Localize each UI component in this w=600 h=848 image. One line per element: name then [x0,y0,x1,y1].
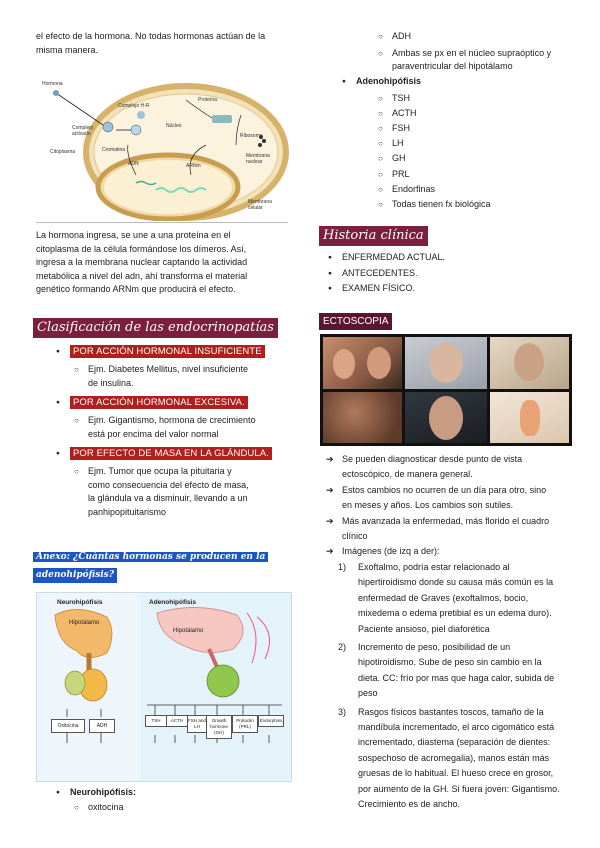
list-item: ○ Todas tienen fx biológica [392,197,576,212]
acromegaly-photo [490,337,569,389]
numbered-item: 1) Exoftalmo, podría estar relacionado al hipertiroidismo donde su causa más común es la enfermedad de Graves (exoftalmos, bocio, mixedema o edema pretibial es un edema duro). Paciente ansioso, piel diaforética [338,562,554,634]
goiter-photo [490,392,569,443]
diagram-label: Hormona [42,81,63,87]
hormone-box: Prolactin (PRL) [232,715,258,733]
classification-list [70,345,290,519]
exophthalmos-photo [323,337,402,389]
weight-gain-photo [405,337,487,389]
hormone-box: Oxitocina [51,719,85,733]
hypothalamus-label: Hipotálamo [173,628,204,634]
item-number: 1) [338,562,347,572]
annex-heading: Anexo: ¿Cuántas hormonas se producen en la adenohipófisis? [33,550,273,583]
diagram-label: Complejo H-R [118,103,150,109]
list-item: ● EXAMEN FÍSICO. [342,281,542,297]
adeno-list [356,75,576,212]
example-text: ○ Ejm. Diabetes Mellitus, nivel insuficiente de insulina. [88,363,290,390]
item-number: 2) [338,642,347,653]
diagram-label: Ribosoma [240,133,263,139]
arrow-item: ➔ Estos cambios no ocurren de un día para otro, sino en meses y años. Los cambios son sutiles. [342,483,577,514]
list-item: ○ TSH [392,91,576,106]
face-photo [405,392,487,443]
diagram-label: Citoplasma [50,149,76,155]
list-item: ○ LH [392,136,576,151]
ectoscopy-heading: ECTOSCOPIA [319,313,392,330]
arrow-item: ➔ Más avanzada la enfermedad, más florido el cuadro clínico [342,514,577,545]
list-item: ○ ADH [392,30,582,44]
example-text: ○ Ejm. Tumor que ocupa la pituitaria y como consecuencia del efecto de masa, la glándula va a disminuir, llevando a un panhipopituitarismo [88,465,290,519]
pituitary-figure [36,592,292,782]
divider [36,222,288,223]
hormone-box: Endorphins [258,715,284,727]
mechanism-paragraph: La hormona ingresa, se une a una proteína en el citoplasma de la célula formándose los dímeros. Así, ingresa a la membrana nuclear captando la actividad metabólica a nivel del adn, ahí transforma el material genético formando ARNm que producirá el efecto. [36,230,248,294]
classification-item: ● POR ACCIÓN HORMONAL EXCESIVA. ○ Ejm. Gigantismo, hormona de crecimiento está por encima del valor normal [70,396,290,441]
diagram-label: Complejo activado [72,125,94,137]
list-item: ● ANTECEDENTES. [342,266,542,282]
neuro-list [70,786,290,814]
list-item: ○ oxitocina [88,801,290,815]
intro-text: el efecto de la hormona. No todas hormonas actúan de la misma manera. [36,31,266,55]
example-text: ○ Ejm. Gigantismo, hormona de crecimiento está por encima del valor normal [88,414,290,441]
arrow-item: ➔ Imágenes (de izq a der): [342,544,577,559]
list-item: ○ Endorfinas [392,182,576,197]
neuro-figure-title: Neurohipófisis [57,599,103,606]
list-item: ○ PRL [392,167,576,182]
list-item: ○ GH [392,151,576,166]
classification-item: ● POR EFECTO DE MASA EN LA GLÁNDULA. ○ Ejm. Tumor que ocupa la pituitaria y como consecuencia del efecto de masa, la glándula va a disminuir, llevando a un panhipopituitarismo [70,447,290,519]
hypothalamus-label: Hipotálamo [69,620,100,626]
hormone-box: ACTH [166,715,188,727]
neuro-continued-list [392,30,582,74]
history-list [342,250,542,297]
numbered-list [338,560,582,813]
hormone-box: Growth hormone (GH) [206,715,232,739]
item-number: 3) [338,706,347,717]
neuro-heading: ● Neurohipófisis: ○ oxitocina [70,786,290,814]
list-item: ○ Ambas se px en el núcleo supraóptico y paraventricular del hipotálamo [392,47,582,74]
hormone-mechanism-diagram [36,75,290,221]
diagram-label: Núcleo [166,123,182,129]
classification-item: ● POR ACCIÓN HORMONAL INSUFICIENTE ○ Ejm. Diabetes Mellitus, nivel insuficiente de insulina. [70,345,290,390]
clinical-photos [320,334,572,446]
adeno-figure-title: Adenohipófisis [149,599,196,606]
diagram-label: Proteína [198,97,217,103]
adeno-heading: ● Adenohipófisis ○ TSH ○ ACTH ○ FSH ○ LH ○ GH ○ PRL ○ Endorfinas ○ Todas tienen fx biológica [356,75,576,212]
ectoscopy-notes [342,452,577,560]
diagram-label: ARNm [186,163,201,169]
numbered-item: 2) Incremento de peso, posibilidad de un hipotiroidismo. Sube de peso sin cambio en la dieta. CC: frío por mas que haga calor, subida de peso [338,642,555,699]
diagram-label: Membrana nuclear [246,153,270,165]
hormone-box: FSH and LH [187,715,207,733]
history-heading: Historia clínica [319,226,428,246]
diagram-label: Membrana celular [248,199,272,211]
arrow-item: ➔ Se pueden diagnosticar desde punto de vista ectoscópico, de manera general. [342,452,577,483]
numbered-item: 3) Rasgos físicos bastantes toscos, tamaño de la mandíbula incrementado, el arco cigomático está incrementado, diastema (separación de dientes: sospechoso de acromegalia), manos están más gruesas de lo habitual. El hueso crece en grosor, por aumento de la GH. Si fuera joven: Gigantismo. Crecimiento es de ancho. [338,706,560,810]
list-item: ○ ACTH [392,106,576,121]
diagram-label: ADN [128,161,139,167]
list-item: ● ENFERMEDAD ACTUAL. [342,250,542,266]
list-item: ○ FSH [392,121,576,136]
hormone-box: TSH [145,715,167,727]
diagram-label: Cromatina [102,147,126,153]
hormone-box: ADH [89,719,115,733]
skin-photo [323,392,402,443]
classification-heading: Clasificación de las endocrinopatías [33,318,278,338]
